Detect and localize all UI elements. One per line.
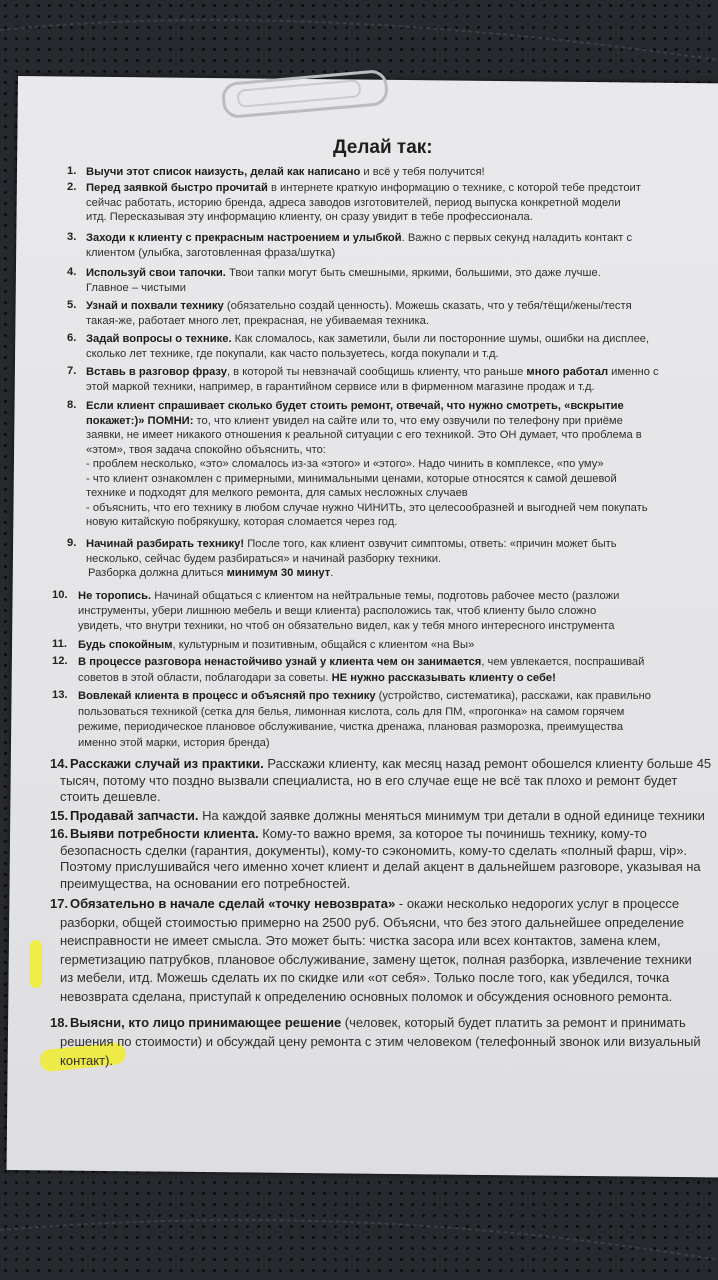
item-text-line: Разборка должна длиться минимум 30 минут. [88,567,334,579]
item-text-line: Вставь в разговор фразу, в которой ты невзначай сообщишь клиенту, что раньше много работал именно с [86,366,659,378]
item-text-line: этой маркой техники, например, в гарантийном сервисе или в фирменном магазине продаж и т.д. [86,380,595,393]
item-text-line: Выясни, кто лицо принимающее решение (человек, который будет платить за ремонт и принимать [70,1015,686,1030]
item-text-line: стоить дешевле. [60,789,161,804]
item-text-line: тысяч, потому что поздно вызвали специалиста, но в его случае еще не всё так плохо и ремонт будет [60,772,678,788]
item-number: 2. [67,181,77,194]
item-text-line: Продавай запчасти. На каждой заявке должны меняться минимум три детали в одной единице техники [70,808,705,823]
item-number: 9. [67,537,77,550]
item-text-line: сколько лет технике, где покупали, как часто пользуетесь, когда покупали и т.д. [86,347,499,360]
item-text-line: Узнай и похвали технику (обязательно создай ценность). Можешь сказать, что у тебя/тёщи/жены/тестя [86,300,632,312]
item-text-line: пользоваться техникой (сетка для белья, лимонная кислота, соль для ПМ, «прогонка» на самом горячем [78,705,625,718]
item-text-line: режиме, периодическое плановое обслуживание, чистка дренажа, плановая разморозка, преимущества [78,721,624,733]
item-number: 5. [67,299,77,312]
item-text-line: такая-же, работает много лет, прекрасная, не убиваемая техника. [86,314,429,327]
item-text-line: именно этой марки, история бренда) [78,736,270,749]
item-text-line: клиентом (улыбка, заготовленная фраза/шутка) [86,246,336,259]
item-text-line: «этом», твоя задача спокойно объяснить, что: [86,443,326,456]
item-text-line: Задай вопросы о технике. Как сломалось, как заметили, были ли посторонние шумы, ошибки на дисплее, [86,333,650,345]
item-text-line: новую китайскую побрякушку, которая сломается через год. [86,516,398,528]
yellow-highlight-mark [30,940,42,988]
item-text-line: Вовлекай клиента в процесс и объясняй про технику (устройство, систематика), расскажи, как правильно [78,690,652,702]
document-title: Делай так: [333,137,433,158]
item-number: 13. [52,689,68,702]
item-text-line: Если клиент спрашивает сколько будет стоить ремонт, отвечай, что нужно смотреть, «вскрытие [86,400,624,412]
item-text-line: Будь спокойным, культурным и позитивным, общайся с клиентом «на Вы» [78,639,475,651]
item-number: 14. [50,756,69,772]
item-text-line: герметизацию патрубков, плановое обслуживание, замену щеток, полная разборка, извлечение техники [60,951,692,967]
item-text-line: технике и подходят для мелкого ремонта, для самых несложных случаев [86,487,468,499]
item-number: 11. [52,638,67,651]
item-text-line: Не торопись. Начинай общаться с клиентом на нейтральные темы, подготовь рабочее место (разложи [78,590,620,602]
item-text-line: В процессе разговора ненастойчиво узнай у клиента чем он занимается, чем увлекается, поспрашивай [78,656,645,668]
item-number: 7. [67,365,77,378]
item-text-line: увидеть, что внутри техники, но чтоб он обязательно видел, как у тебя много интересного инструмента [78,620,615,632]
item-text-line: Заходи к клиенту с прекрасным настроением и улыбкой. Важно с первых секунд наладить контакт с [86,232,633,244]
item-text-line: Поэтому прислушивайся чего именно хочет клиент и делай акцент в дальнейшем разговоре, указывая на [60,859,701,874]
item-text-line: инструменты, убери лишнюю мебель и вещи клиента) расположись так, чтоб клиенту было сложно [78,605,597,617]
item-text-line: Выучи этот список наизусть, делай как написано и всё у тебя получится! [86,166,485,178]
item-text-line: Выяви потребности клиента. Кому-то важно время, за которое ты починишь технику, кому-то [70,826,647,841]
item-number: 18. [50,1015,69,1031]
item-number: 8. [67,399,77,412]
item-text-line: Начинай разбирать технику! После того, как клиент озвучит симптомы, ответь: «причин может быть [86,538,617,550]
item-text-line: сейчас работать, историю бренда, адреса заводов изготовителей, период выпуска конкретной модели [86,196,621,209]
item-number: 6. [67,332,77,345]
item-text-line: из мебели, итд. Можешь сделать их по скидке или «от себя». Только после того, как убедился, точка [60,970,670,985]
item-text-line: Используй свои тапочки. Твои тапки могут быть смешными, яркими, большими, это даже лучше. [86,267,601,279]
item-number: 4. [67,266,77,279]
item-text-line: несколько, сейчас будем разбираться» и начинай разборку техники. [86,552,442,565]
item-number: 17. [50,896,69,912]
item-text-line: - что клиент ознакомлен с примерными, минимальными ценами, которые относятся к самой дешевой [86,472,617,485]
item-text-line: неисправности не имеет смысла. Это может быть: чистка засора или всех контактов, замена клем, [60,933,661,948]
item-text-line: решения по стоимости) и обсуждай цену ремонта с этим человеком (телефонный звонок или визуальный [60,1034,701,1049]
item-text-line: - объяснить, что его технику в любом случае нужно ЧИНИТЬ, это целесообразней и выгодней чем покупать [86,501,648,514]
item-text-line: Главное – чистыми [86,281,186,294]
item-text-line: Обязательно в начале сделай «точку невозврата» - окажи несколько недорогих услуг в процессе [70,896,680,911]
item-text-line: Расскажи случай из практики. Расскажи клиенту, как месяц назад ремонт обошелся клиенту больше 45 [70,756,712,771]
item-text-line: заявки, не имеет никакого отношения к реальной ситуации с его техникой. Это ОН думает, что проблема в [86,429,642,441]
item-number: 15. [50,808,69,824]
item-text-line: Перед заявкой быстро прочитай в интернете краткую информацию о технике, с которой тебе предстоит [86,182,641,194]
item-text-line: - проблем несколько, «это» сломалось из-за «этого» и «этого». Надо чинить в комплексе, «по уму» [86,458,604,470]
item-text-line: преимущества, на основании его потребностей. [60,875,351,891]
item-text-line: контакт). [60,1053,114,1068]
item-text-line: советов в этой области, поблагодари за советы. НЕ нужно рассказывать клиенту о себе! [78,671,556,684]
item-text-line: покажет:)» ПОМНИ: то, что клиент увидел на сайте или то, что ему озвучили по телефону при приёме [86,414,623,427]
item-text-line: безопасность сделки (гарантия, документы), кому-то сэкономить, кому-то сделать «полный фарш, vip». [60,842,688,858]
item-number: 1. [67,165,77,178]
item-number: 10. [52,589,68,602]
item-text-line: итд. Пересказывая эту информацию клиенту, он сразу увидит в тебе профессионала. [86,211,533,223]
item-number: 12. [52,655,68,668]
item-text-line: разборки, общей стоимостью примерно на 2500 руб. Объясни, что без этого дальнейшее определение [60,914,685,930]
item-number: 16. [50,826,69,842]
item-number: 3. [67,231,77,244]
item-text-line: невозврата сделана, приступай к определению основных поломок и обсуждения основного ремонта. [60,988,673,1004]
